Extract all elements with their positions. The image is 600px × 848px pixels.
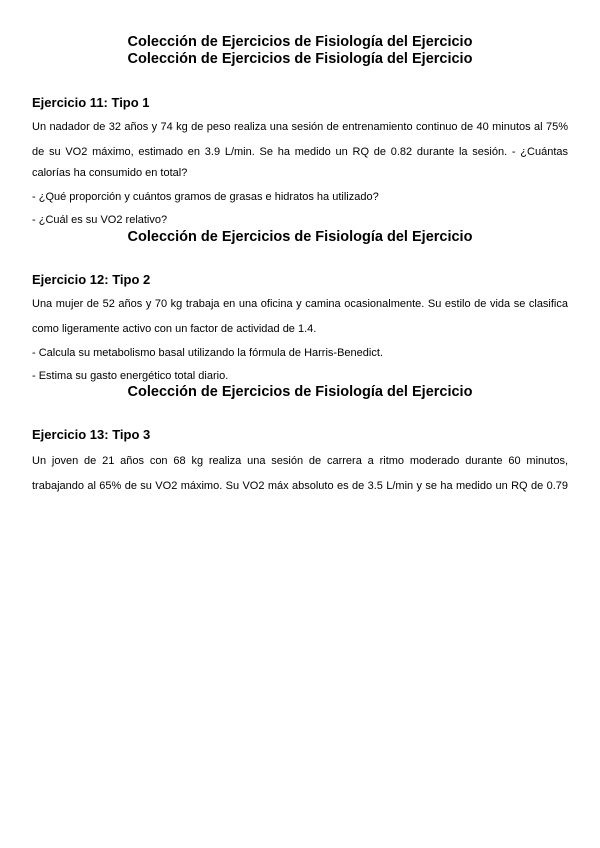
section-title-repeat: Colección de Ejercicios de Fisiología del Ejercicio xyxy=(127,229,473,245)
exercise-13-paragraph-line-2: trabajando al 65% de su VO2 máximo. Su VO2 máx absoluto es de 3.5 L/min y se ha medido un RQ de 0.79 xyxy=(32,480,568,492)
exercise-11-question-2: - ¿Cuál es su VO2 relativo? xyxy=(32,214,168,226)
exercise-11-paragraph-line-3: calorías ha consumido en total? xyxy=(32,167,188,179)
exercise-11-paragraph-line-1: Un nadador de 32 años y 74 kg de peso realiza una sesión de entrenamiento continuo de 40 minutos al 75% xyxy=(32,121,568,133)
exercise-11-question-1: - ¿Qué proporción y cuántos gramos de grasas e hidratos ha utilizado? xyxy=(32,191,379,203)
exercise-12-question-1: - Calcula su metabolismo basal utilizando la fórmula de Harris-Benedict. xyxy=(32,347,383,359)
exercise-12-heading: Ejercicio 12: Tipo 2 xyxy=(32,272,151,287)
exercise-12-paragraph-line-1: Una mujer de 52 años y 70 kg trabaja en una oficina y camina ocasionalmente. Su estilo de vida se clasifica xyxy=(32,298,568,310)
exercise-13-heading: Ejercicio 13: Tipo 3 xyxy=(32,427,151,442)
exercise-11-heading: Ejercicio 11: Tipo 1 xyxy=(32,95,150,110)
exercise-13-paragraph-line-1: Un joven de 21 años con 68 kg realiza una sesión de carrera a ritmo moderado durante 60 minutos, xyxy=(32,455,568,467)
exercise-12-paragraph-line-2: como ligeramente activo con un factor de actividad de 1.4. xyxy=(32,323,317,335)
exercise-11-paragraph-line-2: de su VO2 máximo, estimado en 3.9 L/min. Se ha medido un RQ de 0.82 durante la sesión. - ¿Cuántas xyxy=(32,146,568,158)
document-title: Colección de Ejercicios de Fisiología del Ejercicio xyxy=(127,34,473,50)
document-title-repeat: Colección de Ejercicios de Fisiología del Ejercicio xyxy=(127,51,473,67)
exercise-12-question-2: - Estima su gasto energético total diario. xyxy=(32,370,229,382)
section-title-repeat-2: Colección de Ejercicios de Fisiología del Ejercicio xyxy=(127,384,473,400)
